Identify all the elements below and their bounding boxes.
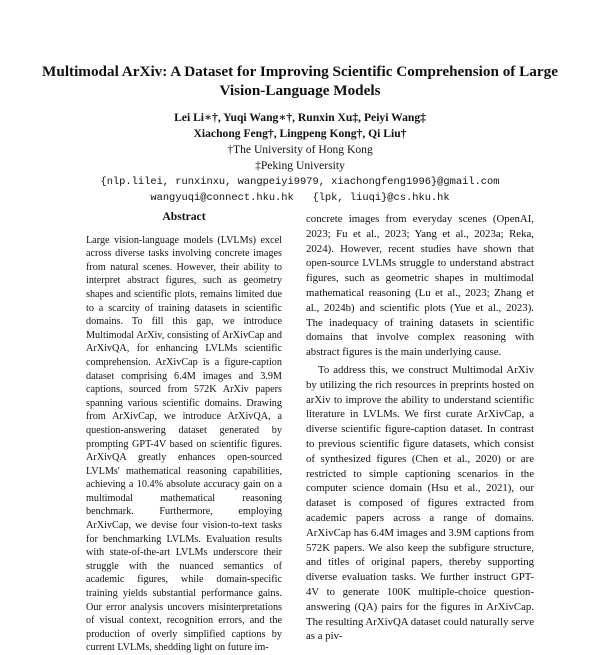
author-line-2: Xiachong Feng†, Lingpeng Kong†, Qi Liu† (193, 127, 407, 140)
abstract-section (86, 210, 282, 655)
author-line-1: Lei Li∗†, Yuqi Wang∗†, Runxin Xu‡, Peiyi Wang‡ (174, 111, 426, 124)
introduction-column (306, 212, 534, 644)
intro-paragraph-1: concrete images from everyday scenes (OpenAI, 2023; Fu et al., 2023; Yang et al., 2023a; Reka, 2024). However, recent studies have shown that open-source LVLMs struggle to understand abstract figures, such as geometric shapes in multimodal mathematical reasoning (Lu et al., 2023; Zhang et al., 2024b) and scientific plots (Yue et al., 2023). The inadequacy of training datasets in scientific domains that involve complex reasoning with abstract figures is the main underlying cause. (306, 213, 534, 359)
email-line-1: {nlp.lilei, runxinxu, wangpeiyi9979, xiachongfeng1996}@gmail.com (100, 176, 500, 188)
abstract-text: Large vision-language models (LVLMs) excel across diverse tasks involving concrete images from natural scenes. However, their ability to interpret abstract figures, such as geometry shapes and scientific plots, remains limited due to a scarcity of training datasets in scientific domains. To fill this gap, we introduce Multimodal ArXiv, consisting of ArXivCap and ArXivQA, for enhancing LVLMs scientific comprehension. ArXivCap is a figure-caption dataset comprising 6.4M images and 3.9M captions, sourced from 572K ArXiv papers spanning various scientific domains. Drawing from ArXivCap, we introduce ArXivQA, a question-answering dataset generated by prompting GPT-4V based on scientific figures. ArXivQA greatly enhances open-sourced LVLMs' mathematical reasoning capabilities, achieving a 10.4% absolute accuracy gain on a multimodal mathematical reasoning benchmark. Furthermore, employing ArXivCap, we devise four vision-to-text tasks for benchmarking LVLMs. Evaluation results with state-of-the-art LVLMs underscore their struggle with the nuanced semantics of academic figures, while domain-specific training yields substantial performance gains. Our error analysis uncovers misinterpretations of visual context, recognition errors, and the production of overly simplified captions by current LVLMs, shedding light on future im- (86, 234, 282, 654)
affiliation-hku: †The University of Hong Kong (227, 143, 373, 156)
author-block (40, 110, 560, 206)
email-line-2: wangyuqi@connect.hku.hk {lpk, liuqi}@cs.hku.hk (150, 192, 450, 204)
paper-title: Multimodal ArXiv: A Dataset for Improving Scientific Comprehension of Large Vision-Language Models (42, 63, 558, 99)
intro-paragraph-2: To address this, we construct Multimodal ArXiv by utilizing the rich resources in preprints hosted on arXiv to improve the ability to understand scientific literature in LVLMs. We first curate ArXivCap, a diverse scientific figure-caption dataset. In contrast to previous scientific figure datasets, which consist of synthesized figures (Chen et al., 2020) or are restricted to simple captioning scenarios in the computer science domain (Hsu et al., 2021), our dataset is composed of figures extracted from academic papers across a range of domains. ArXivCap has 6.4M images and 3.9M captions from 572K papers. We also keep the subfigure structure, and titles of original papers, thereby supporting diverse evaluation tasks. We further instruct GPT-4V to generate 100K multiple-choice question-answering (QA) pairs for the figures in ArXivCap. The resulting ArXivQA dataset could naturally serve as a piv- (306, 363, 534, 643)
affiliation-pku: ‡Peking University (255, 159, 345, 172)
abstract-heading: Abstract (162, 210, 206, 223)
